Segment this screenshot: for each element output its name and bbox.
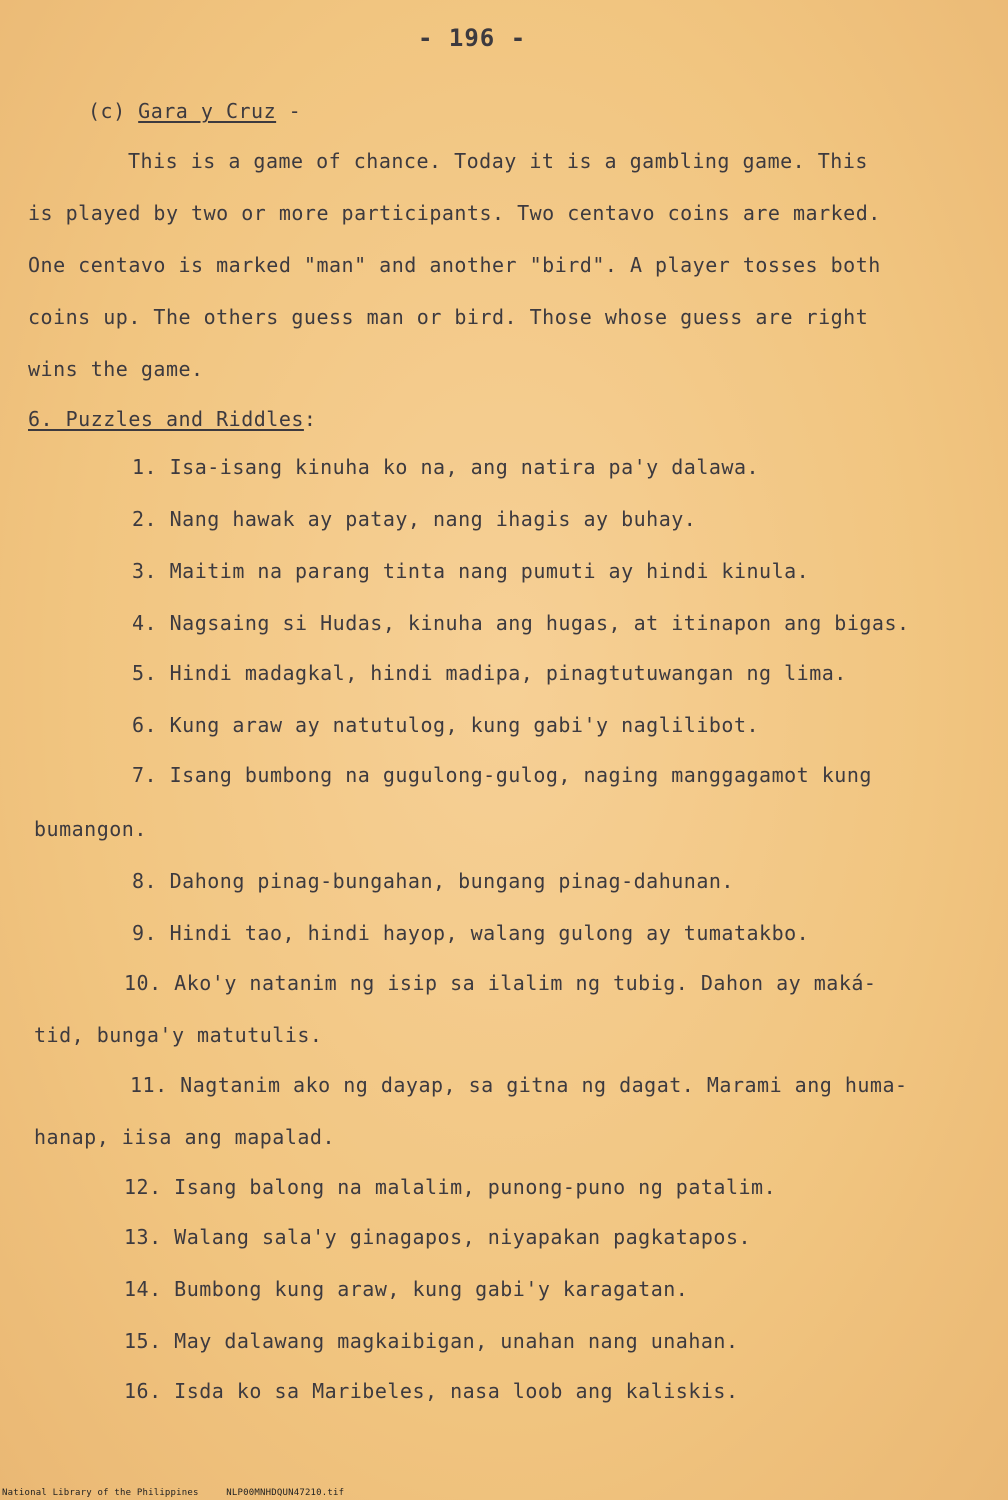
riddle-line: 4. Nagsaing si Hudas, kinuha ang hugas, at itinapon ang bigas. (132, 611, 910, 635)
section-6-heading (28, 406, 316, 432)
riddle-line: 7. Isang bumbong na gugulong-gulog, naging manggagamot kung (132, 763, 872, 787)
riddle-line: 6. Kung araw ay natutulog, kung gabi'y naglilibot. (132, 713, 760, 737)
footer-filename: NLP00MNHDQUN47210.tif (226, 1488, 345, 1498)
paragraph-line: One centavo is marked "man" and another "bird". A player tosses both (28, 253, 881, 277)
paragraph-line: This is a game of chance. Today it is a gambling game. This (128, 149, 868, 173)
riddle-line: 16. Isda ko sa Maribeles, nasa loob ang kaliskis. (124, 1379, 739, 1403)
riddle-line: 8. Dahong pinag-bungahan, bungang pinag-dahunan. (132, 869, 734, 893)
riddle-line: 2. Nang hawak ay patay, nang ihagis ay buhay. (132, 507, 697, 531)
riddle-line: 14. Bumbong kung araw, kung gabi'y karagatan. (124, 1277, 689, 1301)
section-c-heading (88, 98, 301, 124)
section-c-title: Gara y Cruz (138, 99, 277, 123)
riddle-line: 3. Maitim na parang tinta nang pumuti ay hindi kinula. (132, 559, 810, 583)
section-6-colon: : (303, 407, 317, 431)
scan-footer (2, 1488, 344, 1498)
riddle-line: 9. Hindi tao, hindi hayop, walang gulong ay tumatakbo. (132, 921, 810, 945)
section-6-title: 6. Puzzles and Riddles (28, 407, 304, 431)
section-c-marker: (c) (88, 99, 126, 123)
riddle-line: 10. Ako'y natanim ng isip sa ilalim ng tubig. Dahon ay maká- (124, 971, 877, 995)
paragraph-line: coins up. The others guess man or bird. Those whose guess are right (28, 305, 869, 329)
riddle-line: 11. Nagtanim ako ng dayap, sa gitna ng dagat. Marami ang huma- (130, 1073, 908, 1097)
riddle-line: 12. Isang balong na malalim, punong-puno ng patalim. (124, 1175, 777, 1199)
riddle-line: tid, bunga'y matutulis. (34, 1023, 323, 1047)
riddle-line: 1. Isa-isang kinuha ko na, ang natira pa'y dalawa. (132, 455, 760, 479)
section-c-dash: - (288, 99, 302, 123)
page-number: - 196 - (418, 24, 527, 52)
riddle-line: bumangon. (34, 817, 147, 841)
riddle-line: 5. Hindi madagkal, hindi madipa, pinagtutuwangan ng lima. (132, 661, 847, 685)
riddle-line: 15. May dalawang magkaibigan, unahan nang unahan. (124, 1329, 739, 1353)
riddle-line: 13. Walang sala'y ginagapos, niyapakan pagkatapos. (124, 1225, 752, 1249)
footer-library: National Library of the Philippines (2, 1488, 199, 1498)
riddle-line: hanap, iisa ang mapalad. (34, 1125, 335, 1149)
paragraph-line: is played by two or more participants. Two centavo coins are marked. (28, 201, 881, 225)
paragraph-line: wins the game. (28, 357, 204, 381)
